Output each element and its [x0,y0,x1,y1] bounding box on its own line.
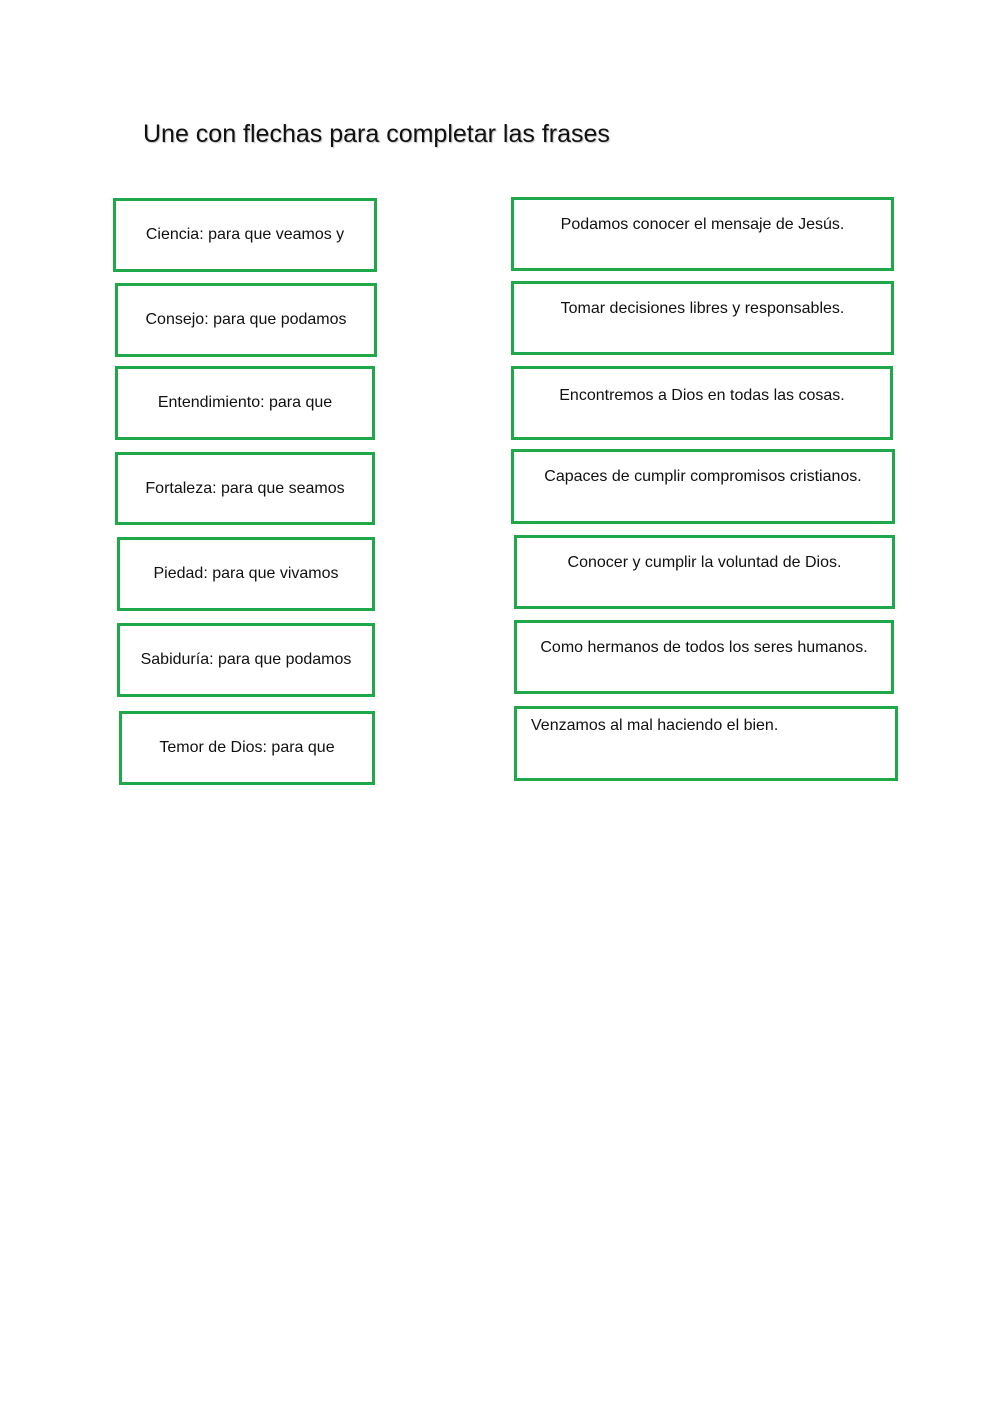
left-item-box[interactable] [117,537,375,611]
right-item-label: Conocer y cumplir la voluntad de Dios. [567,554,842,571]
right-item-label: Venzamos al mal haciendo el bien. [531,717,779,734]
left-item-label: Ciencia: para que veamos y [145,226,345,243]
right-item-label: Como hermanos de todos los seres humanos. [540,639,868,656]
page-title: Une con flechas para completar las frases [143,120,610,148]
right-item-label: Tomar decisiones libres y responsables. [560,300,845,317]
right-item-box[interactable] [511,366,893,440]
left-item-box[interactable] [115,452,375,525]
left-item-label: Temor de Dios: para que [159,739,335,756]
left-item-label: Consejo: para que podamos [145,311,347,328]
right-item-label: Capaces de cumplir compromisos cristianos. [544,468,862,485]
right-item-box[interactable] [514,620,894,694]
left-item-label: Piedad: para que vivamos [153,565,339,582]
right-item-box[interactable] [511,281,894,355]
left-item-label: Entendimiento: para que [157,394,333,411]
right-item-label: Encontremos a Dios en todas las cosas. [559,387,845,404]
right-item-label: Podamos conocer el mensaje de Jesús. [560,216,845,233]
left-item-box[interactable] [115,366,375,440]
right-item-box[interactable] [511,449,895,524]
right-item-box[interactable] [514,706,898,781]
left-item-box[interactable] [119,711,375,785]
left-item-label: Sabiduría: para que podamos [140,651,352,668]
left-item-box[interactable] [115,283,377,357]
left-item-label: Fortaleza: para que seamos [145,479,345,497]
right-item-box[interactable] [514,535,895,609]
left-item-box[interactable] [117,623,375,697]
left-item-box[interactable] [113,198,377,272]
right-item-box[interactable] [511,197,894,271]
